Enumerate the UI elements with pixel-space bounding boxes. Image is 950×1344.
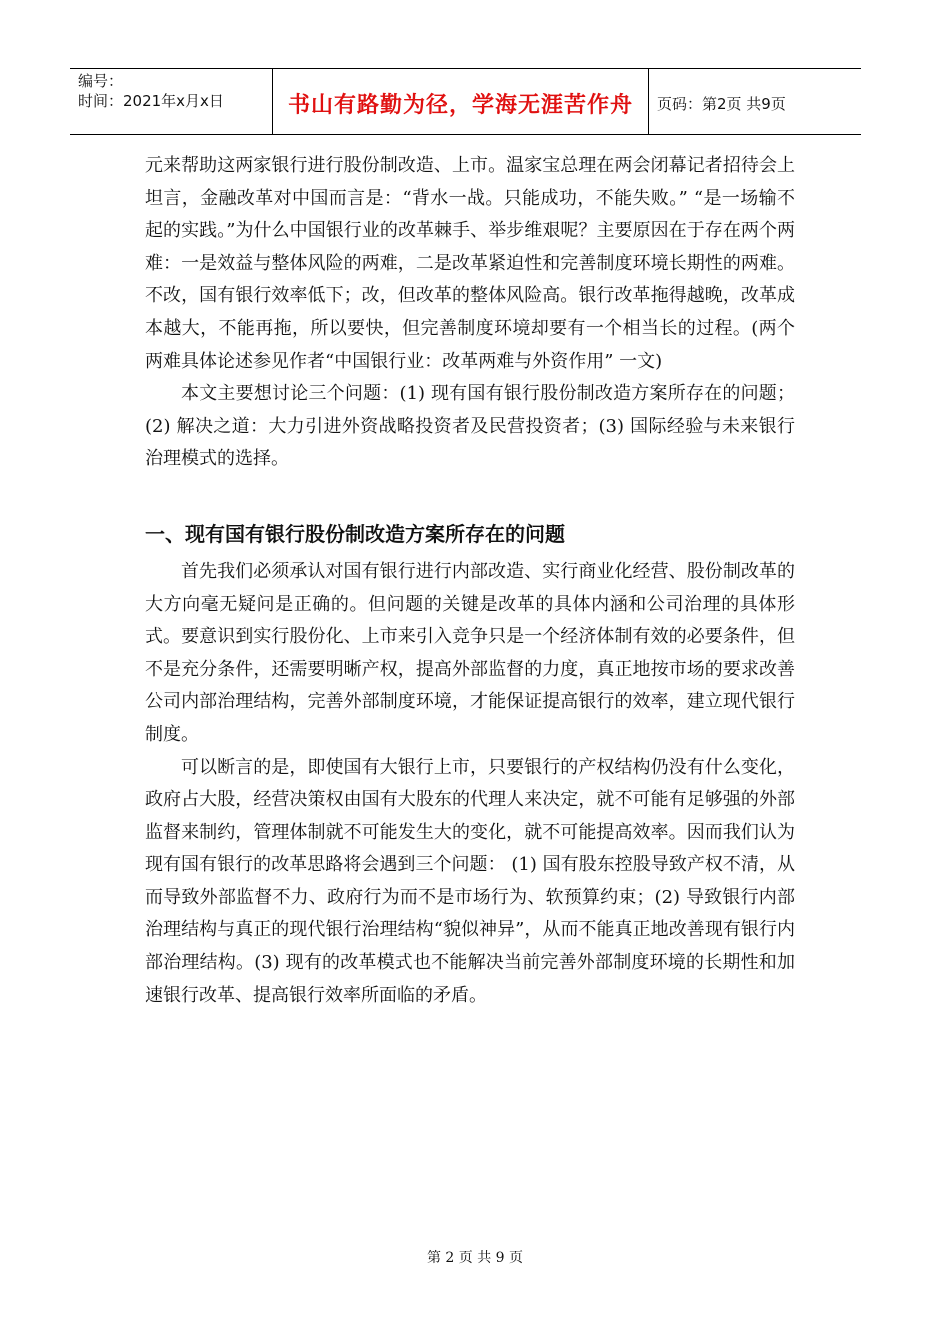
document-number-label: 编号：: [78, 72, 124, 90]
page-footer: 第 2 页 共 9 页: [426, 1250, 524, 1266]
page-header: [70, 68, 861, 135]
document-time-label: 时间：2021年x月x日: [78, 92, 224, 110]
header-meta: [70, 69, 273, 134]
section-spacer: [145, 476, 795, 518]
body-paragraph-1: 元来帮助这两家银行进行股份制改造、上市。温家宝总理在两会闭幕记者招待会上坦言，金融改革对中国而言是：“背水一战。只能成功，不能失败。” “是一场输不起的实践。”为什么中国银行业的改革棘手、举步维艰呢？主要原因在于存在两个两难：一是效益与整体风险的两难，二是改革紧迫性和完善制度环境长期性的两难。不改，国有银行效率低下；改，但改革的整体风险高。银行改革拖得越晚，改革成本越大，不能再拖，所以要快，但完善制度环境却要有一个相当长的过程。(两个两难具体论述参见作者“中国银行业：改革两难与外资作用” 一文): [145, 155, 795, 372]
body-paragraph-3: 首先我们必须承认对国有银行进行内部改造、实行商业化经营、股份制改革的大方向毫无疑问是正确的。但问题的关键是改革的具体内涵和公司治理的具体形式。要意识到实行股份化、上市来引入竞争只是一个经济体制有效的必要条件，但不是充分条件，还需要明晰产权，提高外部监督的力度，真正地按市场的要求改善公司内部治理结构，完善外部制度环境，才能保证提高银行的效率，建立现代银行制度。: [145, 560, 795, 745]
body-paragraph-2: 本文主要想讨论三个问题：(1) 现有国有银行股份制改造方案所存在的问题；(2) 解决之道：大力引进外资战略投资者及民营投资者；(3) 国际经验与未来银行治理模式的选择。: [145, 383, 795, 470]
document-body: [145, 150, 795, 1012]
header-motto: 书山有路勤为径，学海无涯苦作舟: [273, 69, 649, 134]
section-heading-1: 一、现有国有银行股份制改造方案所存在的问题: [145, 521, 565, 546]
header-page-info: 页码：第2页 共9页: [657, 95, 786, 113]
body-paragraph-4: 可以断言的是，即使国有大银行上市，只要银行的产权结构仍没有什么变化，政府占大股，经营决策权由国有大股东的代理人来决定，就不可能有足够强的外部监督来制约，管理体制就不可能发生大的变化，就不可能提高效率。因而我们认为现有国有银行的改革思路将会遇到三个问题： (1) 国有股东控股导致产权不清，从而导致外部监督不力、政府行为而不是市场行为、软预算约束；(2) 导致银行内部治理结构与真正的现代银行治理结构“貌似神异”，从而不能真正地改善现有银行内部治理结构。(3) 现有的改革模式也不能解决当前完善外部制度环境的长期性和加速银行改革、提高银行效率所面临的矛盾。: [145, 756, 795, 1006]
